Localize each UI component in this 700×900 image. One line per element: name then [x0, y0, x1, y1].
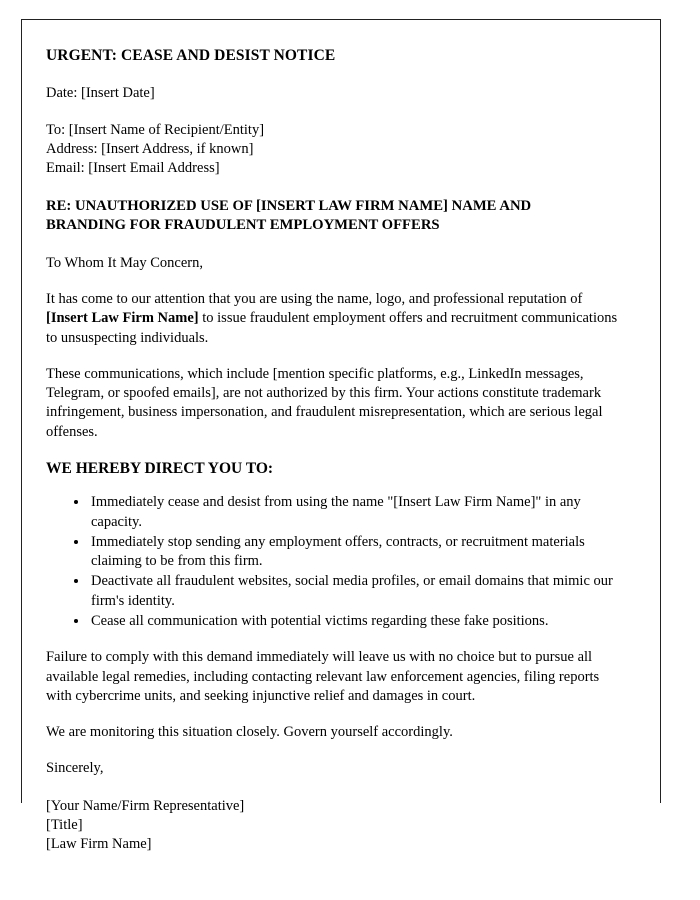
- recipient-block: [46, 121, 624, 179]
- subject-heading: RE: UNAUTHORIZED USE OF [INSERT LAW FIRM NAME] NAME AND BRANDING FOR FRAUDULENT EMPLOYMENT OFFERS: [46, 197, 532, 233]
- signature-block: [46, 797, 624, 855]
- list-item: • Immediately stop sending any employment offers, contracts, or recruitment materials claiming to be from this firm.: [89, 533, 624, 572]
- date-line: Date: [Insert Date]: [46, 85, 155, 102]
- recipient-email-line: Email: [Insert Email Address]: [46, 160, 220, 177]
- body-paragraph-2: These communications, which include [mention specific platforms, e.g., LinkedIn messages, Telegram, or spoofed emails], are not authorized by this firm. Your actions constitute trademark infringement, business impersonation, and fraudulent misrepresentation, which are serious legal offenses.: [46, 365, 603, 440]
- law-firm-name-placeholder: [Insert Law Firm Name]: [46, 310, 199, 327]
- document-page: [21, 19, 661, 853]
- recipient-address-line: Address: [Insert Address, if known]: [46, 140, 254, 157]
- body-paragraph-3: Failure to comply with this demand immediately will leave us with no choice but to pursue all available legal remedies, including contacting relevant law enforcement agencies, filing reports with cybercrime units, and seeking injunctive relief and damages in court.: [46, 649, 600, 704]
- signature-firm: [Law Firm Name]: [46, 836, 152, 853]
- signature-title: [Title]: [46, 817, 83, 833]
- list-item: • Immediately cease and desist from using the name "[Insert Law Firm Name]" in any capacity.: [89, 493, 624, 532]
- paragraph-1-trailing-text: to issue fraudulent employment offers and recruitment communications to unsuspecting individuals.: [46, 310, 618, 346]
- salutation: To Whom It May Concern,: [46, 254, 203, 271]
- page-title: URGENT: CEASE AND DESIST NOTICE: [46, 47, 336, 64]
- document-body: [22, 20, 660, 855]
- directive-list: [46, 493, 624, 631]
- directive-heading: WE HEREBY DIRECT YOU TO:: [46, 459, 274, 477]
- closing-line: Sincerely,: [46, 760, 104, 777]
- recipient-to-line: To: [Insert Name of Recipient/Entity]: [46, 121, 265, 138]
- body-paragraph-1: [46, 290, 624, 348]
- signature-name: [Your Name/Firm Representative]: [46, 797, 245, 814]
- body-paragraph-4: We are monitoring this situation closely. Govern yourself accordingly.: [46, 724, 453, 741]
- list-item: • Deactivate all fraudulent websites, social media profiles, or email domains that mimic our firm's identity.: [89, 572, 624, 611]
- list-item: • Cease all communication with potential victims regarding these fake positions.: [89, 612, 624, 631]
- paragraph-1-lead-text: It has come to our attention that you are using the name, logo, and professional reputation of: [46, 291, 583, 307]
